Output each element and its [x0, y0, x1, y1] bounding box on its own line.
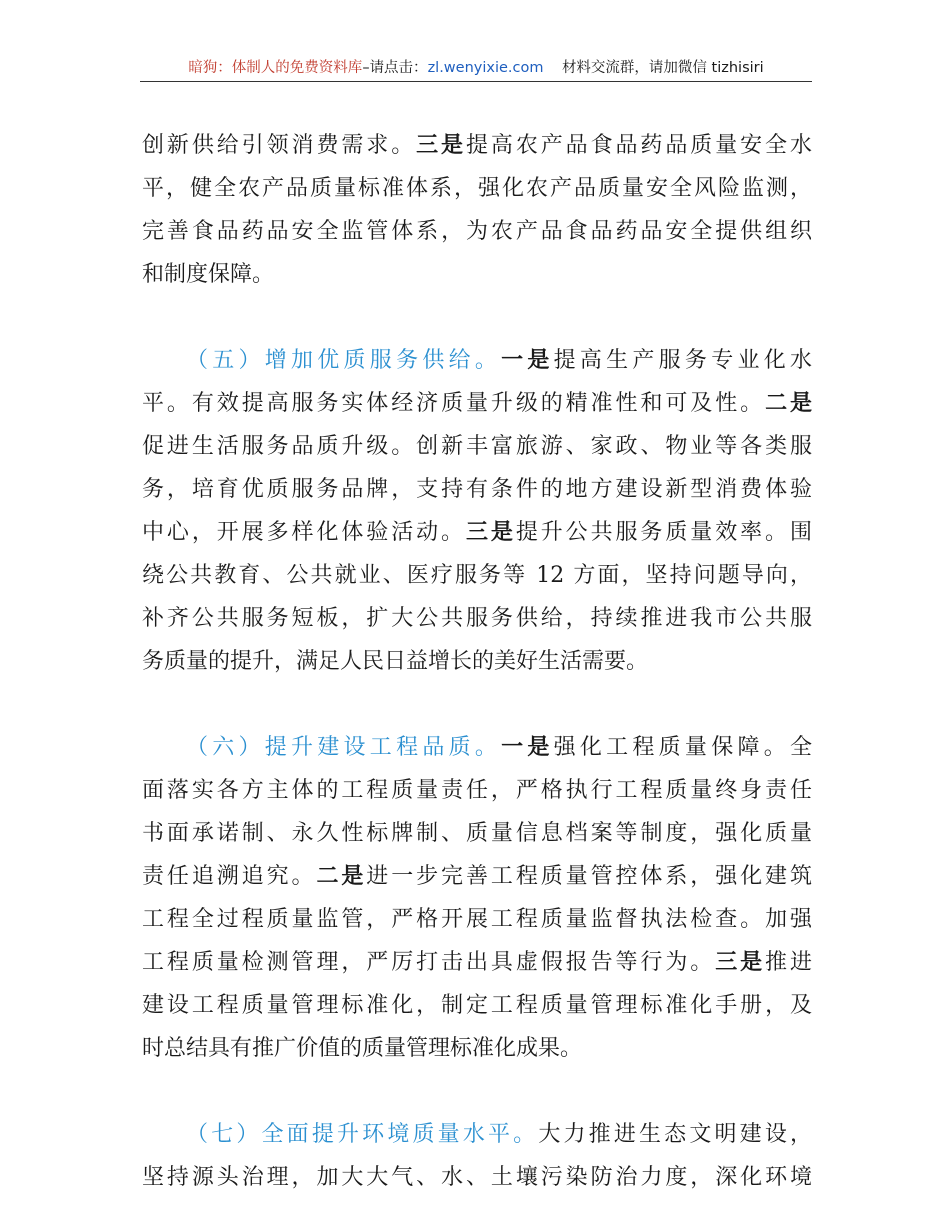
- text-line: 责任追溯追究。二是进一步完善工程质量管控体系，强化建筑: [142, 863, 812, 889]
- document-header: [140, 57, 812, 79]
- text-line: 务，培育优质服务品牌，支持有条件的地方建设新型消费体验: [142, 477, 812, 502]
- paragraph-service-supply: [142, 339, 812, 683]
- text-line: 创新供给引领消费需求。三是提高农产品食品药品质量安全水: [142, 132, 812, 158]
- header-click-prompt: –请点击：: [362, 60, 428, 76]
- text-line: 书面承诺制、永久性标牌制、质量信息档案等制度，强化质量: [142, 821, 812, 846]
- header-url-link[interactable]: zl.wenyixie.com: [427, 60, 544, 76]
- header-divider: [140, 81, 812, 82]
- text-line: 绕公共教育、公共就业、医疗服务等 12 方面，坚持问题导向，: [142, 563, 812, 588]
- text-line: 平。有效提高服务实体经济质量升级的精准性和可及性。二是: [142, 390, 812, 416]
- text-line: （六）提升建设工程品质。一是强化工程质量保障。全: [186, 734, 812, 760]
- text-line: 完善食品药品安全监管体系，为农产品食品药品安全提供组织: [142, 219, 812, 244]
- text-line: 工程全过程质量监管，严格开展工程质量监督执法检查。加强: [142, 907, 812, 932]
- text-line: 平，健全农产品质量标准体系，强化农产品质量安全风险监测，: [142, 176, 812, 201]
- section-heading: （六）提升建设工程品质。: [186, 735, 502, 760]
- text-line: 工程质量检测管理，严厉打击出具虚假报告等行为。三是推进: [142, 949, 812, 975]
- section-heading: （七）全面提升环境质量水平。: [186, 1122, 539, 1147]
- text-line: 促进生活服务品质升级。创新丰富旅游、家政、物业等各类服: [142, 434, 812, 459]
- paragraph-continued: [142, 124, 812, 296]
- document-body: [142, 124, 812, 1199]
- text-line: （五）增加优质服务供给。一是提高生产服务专业化水: [186, 347, 812, 373]
- paragraph-environment-quality: [142, 1113, 812, 1199]
- text-line: 务质量的提升，满足人民日益增长的美好生活需要。: [142, 649, 649, 674]
- header-site-name: 暗狗：体制人的免费资料库: [188, 60, 363, 76]
- text-line: 和制度保障。: [142, 262, 275, 287]
- paragraph-construction-quality: [142, 726, 812, 1070]
- section-heading: （五）增加优质服务供给。: [186, 348, 502, 373]
- text-line: （七）全面提升环境质量水平。大力推进生态文明建设，: [186, 1122, 812, 1147]
- text-line: 建设工程质量管理标准化，制定工程质量管理标准化手册，及: [142, 993, 812, 1018]
- text-line: 补齐公共服务短板，扩大公共服务供给，持续推进我市公共服: [142, 606, 812, 631]
- header-wechat-note: 材料交流群，请加微信 tizhisiri: [561, 60, 764, 76]
- text-line: 时总结具有推广价值的质量管理标准化成果。: [142, 1036, 583, 1061]
- text-line: 面落实各方主体的工程质量责任，严格执行工程质量终身责任: [142, 778, 812, 803]
- text-line: 中心，开展多样化体验活动。三是提升公共服务质量效率。围: [142, 519, 812, 545]
- text-line: 坚持源头治理，加大大气、水、土壤污染防治力度，深化环境: [142, 1165, 812, 1190]
